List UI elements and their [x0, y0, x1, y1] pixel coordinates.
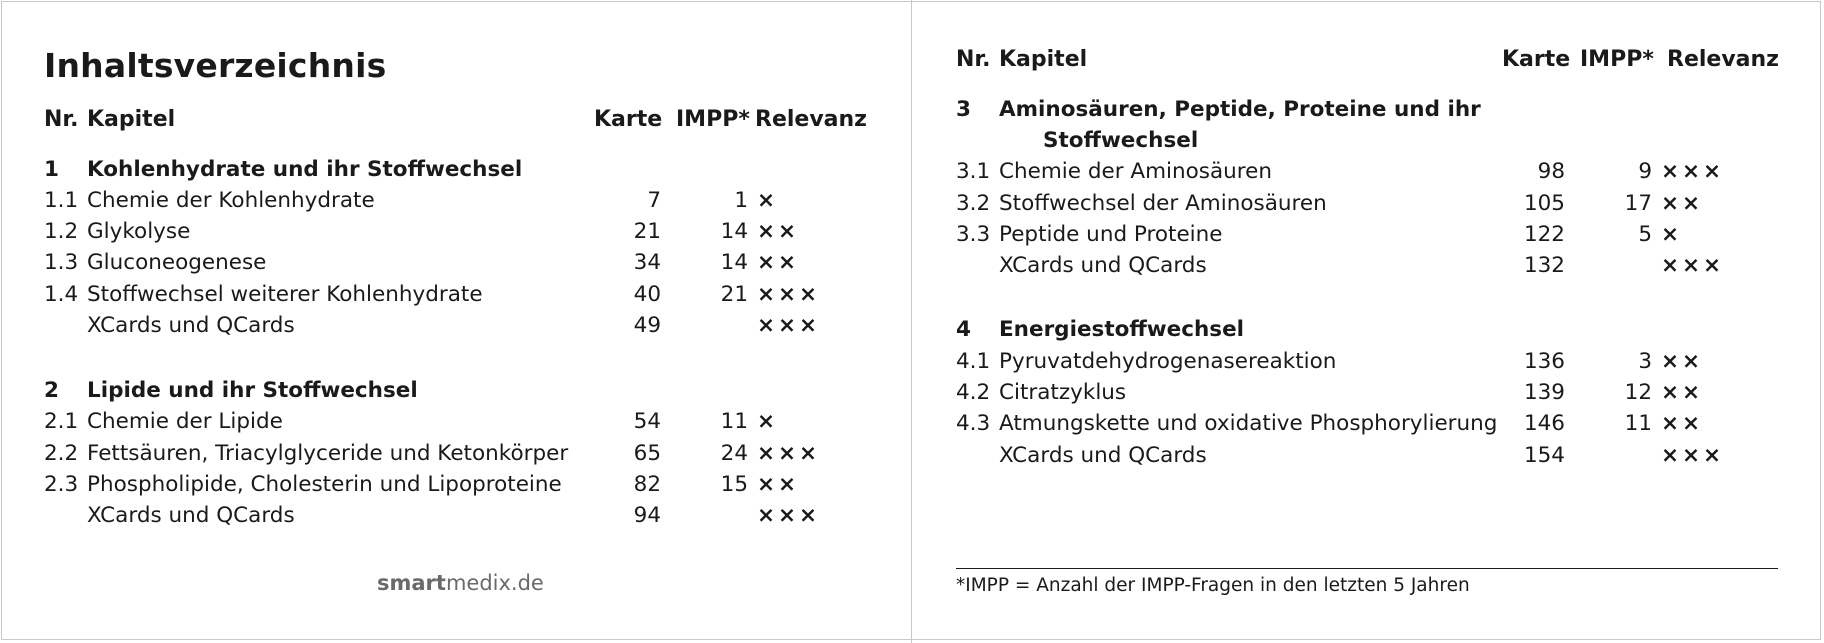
- chapter-row[interactable]: [956, 191, 1776, 222]
- chapter-title: XCards und QCards: [87, 313, 295, 338]
- impp-count: 5: [1638, 222, 1652, 247]
- impp-count: 9: [1638, 159, 1652, 184]
- chapter-title: XCards und QCards: [999, 253, 1207, 278]
- chapter-section-continued: [956, 128, 1776, 159]
- card-number: 21: [633, 219, 661, 244]
- chapter-title: Chemie der Aminosäuren: [999, 159, 1273, 184]
- chapter-title: Energiestoffwechsel: [999, 317, 1245, 342]
- relevance-marks: ×××: [757, 503, 821, 528]
- chapter-title: Citratzyklus: [999, 380, 1127, 405]
- chapter-number: 3: [956, 97, 971, 122]
- header-impp: IMPP*: [1580, 47, 1654, 72]
- chapter-title: Stoffwechsel der Aminosäuren: [999, 191, 1327, 216]
- page-title: Inhaltsverzeichnis: [44, 46, 387, 85]
- xcards-row[interactable]: [956, 443, 1776, 474]
- chapter-number: 2: [44, 378, 59, 403]
- chapter-row[interactable]: [44, 472, 864, 503]
- card-number: 34: [633, 250, 661, 275]
- xcards-row[interactable]: [44, 313, 864, 344]
- chapter-title: Stoffwechsel weiterer Kohlenhydrate: [87, 282, 483, 307]
- chapter-section: [44, 378, 864, 409]
- card-number: 54: [633, 409, 661, 434]
- chapter-row[interactable]: [44, 441, 864, 472]
- card-number: 7: [647, 188, 661, 213]
- relevance-marks: ××: [757, 219, 800, 244]
- chapter-number: 3.2: [956, 191, 991, 216]
- impp-count: 1: [734, 188, 748, 213]
- chapter-row[interactable]: [956, 222, 1776, 253]
- relevance-marks: ××: [1661, 191, 1704, 216]
- relevance-marks: ×××: [1661, 443, 1725, 468]
- header-nr: Nr.: [44, 107, 79, 132]
- relevance-marks: ×××: [757, 282, 821, 307]
- card-number: 82: [633, 472, 661, 497]
- impp-count: 3: [1638, 349, 1652, 374]
- chapter-number: 2.2: [44, 441, 79, 466]
- left-table-header: [44, 107, 867, 137]
- chapter-number: 1.2: [44, 219, 79, 244]
- chapter-row[interactable]: [956, 380, 1776, 411]
- footnote-rule: [956, 568, 1778, 569]
- relevance-marks: ×: [757, 188, 779, 213]
- header-kapitel: Kapitel: [87, 107, 176, 132]
- chapter-row[interactable]: [44, 188, 864, 219]
- card-number: 146: [1523, 411, 1565, 436]
- impp-count: 14: [720, 250, 748, 275]
- chapter-title: Gluconeogenese: [87, 250, 267, 275]
- xcards-row[interactable]: [44, 503, 864, 534]
- impp-count: 17: [1624, 191, 1652, 216]
- impp-count: 14: [720, 219, 748, 244]
- card-number: 65: [633, 441, 661, 466]
- relevance-marks: ××: [757, 472, 800, 497]
- chapter-title: Kohlenhydrate und ihr Stoffwechsel: [87, 157, 523, 182]
- relevance-marks: ×××: [1661, 159, 1725, 184]
- relevance-marks: ××: [757, 250, 800, 275]
- chapter-number: 2.3: [44, 472, 79, 497]
- impp-count: 11: [1624, 411, 1652, 436]
- chapter-title: Peptide und Proteine: [999, 222, 1223, 247]
- header-relevanz: Relevanz: [1667, 47, 1779, 72]
- chapter-number: 4: [956, 317, 971, 342]
- chapter-title-line2: Stoffwechsel: [1043, 128, 1199, 153]
- relevance-marks: ××: [1661, 380, 1704, 405]
- relevance-marks: ××: [1661, 349, 1704, 374]
- card-number: 136: [1523, 349, 1565, 374]
- chapter-number: 3.1: [956, 159, 991, 184]
- impp-count: 21: [720, 282, 748, 307]
- logo-bold: smart: [377, 571, 446, 595]
- header-relevanz: Relevanz: [755, 107, 867, 132]
- chapter-number: 1.4: [44, 282, 79, 307]
- chapter-number: 3.3: [956, 222, 991, 247]
- impp-count: 15: [720, 472, 748, 497]
- chapter-title: XCards und QCards: [999, 443, 1207, 468]
- chapter-title: Atmungskette und oxidative Phosphorylierung: [999, 411, 1498, 436]
- card-number: 122: [1523, 222, 1565, 247]
- chapter-number: 4.1: [956, 349, 991, 374]
- chapter-number: 2.1: [44, 409, 79, 434]
- chapter-row[interactable]: [956, 159, 1776, 190]
- impp-count: 11: [720, 409, 748, 434]
- footnote: *IMPP = Anzahl der IMPP-Fragen in den letzten 5 Jahren: [956, 575, 1470, 596]
- relevance-marks: ×: [1661, 222, 1683, 247]
- header-karte: Karte: [1502, 47, 1571, 72]
- card-number: 40: [633, 282, 661, 307]
- chapter-row[interactable]: [44, 250, 864, 281]
- chapter-row[interactable]: [44, 409, 864, 440]
- chapter-title: Aminosäuren, Peptide, Proteine und ihr: [999, 97, 1481, 122]
- card-number: 154: [1523, 443, 1565, 468]
- page-divider: [911, 0, 912, 643]
- chapter-number: 4.3: [956, 411, 991, 436]
- chapter-row[interactable]: [44, 282, 864, 313]
- xcards-row[interactable]: [956, 253, 1776, 284]
- chapter-title: Phospholipide, Cholesterin und Lipoproteine: [87, 472, 562, 497]
- relevance-marks: ×××: [1661, 253, 1725, 278]
- chapter-title: Chemie der Kohlenhydrate: [87, 188, 375, 213]
- chapter-title: Fettsäuren, Triacylglyceride und Ketonkörper: [87, 441, 569, 466]
- relevance-marks: ×: [757, 409, 779, 434]
- chapter-number: 1.3: [44, 250, 79, 275]
- chapter-number: 1.1: [44, 188, 79, 213]
- chapter-title: Lipide und ihr Stoffwechsel: [87, 378, 418, 403]
- card-number: 98: [1537, 159, 1565, 184]
- header-karte: Karte: [594, 107, 663, 132]
- logo-light: medix.de: [445, 571, 544, 595]
- header-impp: IMPP*: [676, 107, 750, 132]
- chapter-title: Chemie der Lipide: [87, 409, 283, 434]
- card-number: 94: [633, 503, 661, 528]
- chapter-section: [956, 317, 1776, 348]
- card-number: 105: [1523, 191, 1565, 216]
- chapter-title: XCards und QCards: [87, 503, 295, 528]
- impp-count: 24: [720, 441, 748, 466]
- chapter-title: Pyruvatdehydrogenasereaktion: [999, 349, 1337, 374]
- header-nr: Nr.: [956, 47, 991, 72]
- relevance-marks: ×××: [757, 313, 821, 338]
- right-table-header: [956, 47, 1779, 77]
- header-kapitel: Kapitel: [999, 47, 1088, 72]
- card-number: 139: [1523, 380, 1565, 405]
- chapter-row[interactable]: [956, 349, 1776, 380]
- card-number: 49: [633, 313, 661, 338]
- chapter-row[interactable]: [956, 411, 1776, 442]
- relevance-marks: ××: [1661, 411, 1704, 436]
- chapter-section: [956, 97, 1776, 128]
- card-number: 132: [1523, 253, 1565, 278]
- chapter-number: 1: [44, 157, 59, 182]
- chapter-title: Glykolyse: [87, 219, 191, 244]
- chapter-section: [44, 157, 864, 188]
- chapter-number: 4.2: [956, 380, 991, 405]
- impp-count: 12: [1624, 380, 1652, 405]
- chapter-row[interactable]: [44, 219, 864, 250]
- relevance-marks: ×××: [757, 441, 821, 466]
- publisher-logo: [377, 571, 544, 595]
